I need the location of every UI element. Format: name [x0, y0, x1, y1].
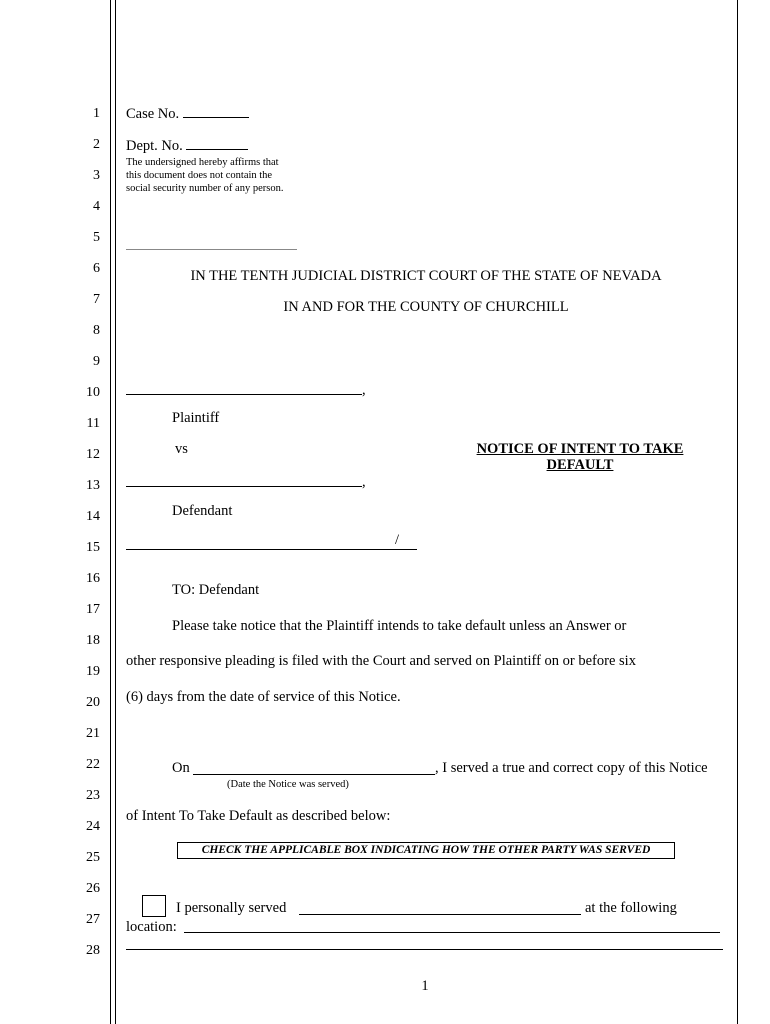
defendant-label: Defendant [172, 503, 233, 519]
defendant-comma: , [362, 474, 366, 490]
line-number: 13 [86, 478, 100, 493]
attorney-signature-line[interactable] [126, 249, 297, 250]
dept-number-line [126, 137, 248, 155]
line-number: 7 [93, 292, 100, 307]
line-number: 15 [86, 540, 100, 555]
case-number-blank[interactable] [183, 105, 249, 118]
line-number: 18 [86, 633, 100, 648]
line-number: 2 [93, 137, 100, 152]
location-blank-continued[interactable] [126, 949, 723, 950]
intent-description-line: of Intent To Take Default as described below: [126, 808, 391, 824]
line-number: 22 [86, 757, 100, 772]
line-number: 11 [86, 416, 100, 431]
line-number: 1 [93, 106, 100, 121]
line-number: 19 [86, 664, 100, 679]
caption-slash: / [395, 532, 400, 548]
left-margin-rule-inner [115, 0, 116, 1024]
service-date-caption: (Date the Notice was served) [227, 779, 349, 790]
notice-paragraph-line-1: Please take notice that the Plaintiff intends to take default unless an Answer or [172, 618, 627, 634]
affirmation-line-1: The undersigned hereby affirms that [126, 157, 279, 168]
case-number-label: Case No. [126, 106, 180, 122]
notice-paragraph-line-3: (6) days from the date of service of this Notice. [126, 689, 401, 705]
line-number: 28 [86, 943, 100, 958]
dept-number-label: Dept. No. [126, 138, 183, 154]
following-location-label: at the following [585, 900, 677, 916]
line-number: 5 [93, 230, 100, 245]
served-copy-text: , I served a true and correct copy of this Notice [435, 760, 708, 776]
notice-title-line-2: DEFAULT [546, 457, 614, 473]
line-number: 17 [86, 602, 100, 617]
court-name-line-1: IN THE TENTH JUDICIAL DISTRICT COURT OF THE STATE OF NEVADA [190, 268, 662, 284]
on-label: On [172, 760, 190, 776]
page-number: 1 [421, 978, 429, 994]
line-number: 9 [93, 354, 100, 369]
location-blank[interactable] [184, 932, 720, 933]
line-number: 12 [86, 447, 100, 462]
line-number: 23 [86, 788, 100, 803]
served-person-name-blank[interactable] [299, 914, 581, 915]
notice-title-line-1: NOTICE OF INTENT TO TAKE [476, 441, 684, 457]
personally-served-label: I personally served [176, 900, 287, 916]
line-number: 25 [86, 850, 100, 865]
plaintiff-comma: , [362, 382, 366, 398]
plaintiff-label: Plaintiff [172, 410, 220, 426]
line-number: 3 [93, 168, 100, 183]
line-number: 16 [86, 571, 100, 586]
service-date-blank[interactable] [193, 774, 435, 775]
line-number: 8 [93, 323, 100, 338]
left-margin-rule [110, 0, 111, 1024]
dept-number-blank[interactable] [186, 137, 248, 150]
to-defendant-line: TO: Defendant [172, 582, 260, 598]
case-number-line [126, 105, 249, 123]
line-number: 14 [86, 509, 100, 524]
plaintiff-name-blank[interactable] [126, 394, 362, 395]
notice-paragraph-line-2: other responsive pleading is filed with the Court and served on Plaintiff on or before six [126, 653, 636, 669]
line-number: 27 [86, 912, 100, 927]
service-method-instruction: CHECK THE APPLICABLE BOX INDICATING HOW THE OTHER PARTY WAS SERVED [177, 842, 675, 859]
line-number: 6 [93, 261, 100, 276]
caption-closing-line [126, 549, 417, 550]
location-label: location: [126, 919, 177, 935]
line-number: 20 [86, 695, 100, 710]
personally-served-checkbox[interactable] [142, 895, 166, 917]
versus-label: vs [175, 441, 188, 457]
line-number: 4 [93, 199, 100, 214]
line-number: 26 [86, 881, 100, 896]
line-number: 10 [86, 385, 100, 400]
line-number: 21 [86, 726, 100, 741]
defendant-name-blank[interactable] [126, 486, 362, 487]
affirmation-line-3: social security number of any person. [126, 183, 284, 194]
court-name-line-2: IN AND FOR THE COUNTY OF CHURCHILL [283, 299, 569, 315]
affirmation-line-2: this document does not contain the [126, 170, 273, 181]
line-number: 24 [86, 819, 100, 834]
right-margin-rule [737, 0, 738, 1024]
